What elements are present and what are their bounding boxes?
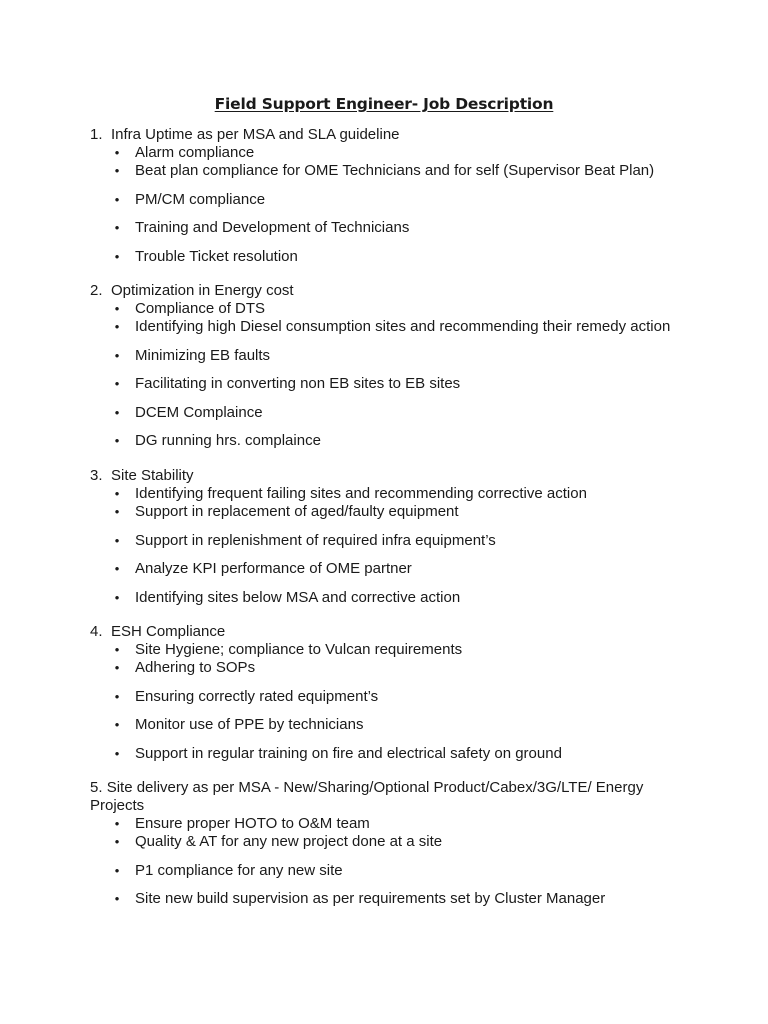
list-item-text: Site Hygiene; compliance to Vulcan requirements — [135, 641, 463, 658]
bullet-icon: • — [114, 642, 120, 657]
list-item — [90, 191, 690, 209]
list-item-text: Site new build supervision as per requirements set by Cluster Manager — [135, 890, 606, 907]
list-item — [90, 144, 690, 162]
section-1 — [90, 126, 690, 266]
bullet-icon: • — [114, 589, 120, 605]
list-item-text: Analyze KPI performance of OME partner — [135, 560, 412, 577]
bullet-list — [90, 300, 690, 450]
bullet-icon: • — [114, 319, 120, 334]
list-item — [90, 815, 690, 833]
list-item-text: DG running hrs. complaince — [135, 432, 321, 449]
list-item-text: Support in regular training on fire and electrical safety on ground — [135, 744, 562, 762]
list-item — [90, 503, 690, 521]
list-item-text: Identifying high Diesel consumption sites and recommending their remedy action — [135, 318, 671, 335]
bullet-icon: • — [114, 145, 120, 160]
bullet-icon: • — [114, 745, 120, 761]
list-item — [90, 659, 690, 677]
list-item — [90, 248, 690, 266]
section-heading-text: Site Stability — [111, 467, 194, 484]
list-item-text: Beat plan compliance for OME Technicians and for self (Supervisor Beat Plan) — [135, 162, 655, 179]
list-item-text: Minimizing EB faults — [135, 346, 271, 364]
bullet-list — [90, 144, 690, 266]
section-number: 4. — [90, 623, 103, 640]
bullet-icon: • — [114, 347, 120, 363]
section-heading — [90, 623, 690, 641]
list-item-text: Ensuring correctly rated equipment’s — [135, 687, 379, 705]
list-item — [90, 219, 690, 237]
list-item — [90, 833, 690, 851]
section-number: 5. — [90, 779, 103, 796]
list-item-text: Ensure proper HOTO to O&M team — [135, 815, 370, 832]
bullet-icon: • — [114, 561, 120, 576]
list-item — [90, 688, 690, 706]
list-item — [90, 745, 690, 763]
bullet-icon: • — [114, 862, 120, 878]
section-4 — [90, 623, 690, 763]
bullet-icon: • — [114, 376, 120, 391]
section-number: 3. — [90, 467, 103, 484]
section-3 — [90, 467, 690, 607]
section-heading — [90, 282, 690, 300]
bullet-icon: • — [114, 688, 120, 704]
list-item — [90, 485, 690, 503]
bullet-icon: • — [114, 248, 120, 264]
list-item-text: PM/CM compliance — [135, 190, 266, 208]
section-number: 1. — [90, 126, 103, 143]
bullet-list — [90, 815, 690, 908]
list-item — [90, 560, 690, 578]
section-heading-text: ESH Compliance — [111, 623, 226, 640]
list-item — [90, 641, 690, 659]
section-heading-text: Infra Uptime as per MSA and SLA guideline — [111, 126, 400, 143]
list-item-text: Facilitating in converting non EB sites to EB sites — [135, 375, 461, 392]
section-heading — [90, 779, 665, 815]
list-item — [90, 532, 690, 550]
list-item — [90, 862, 690, 880]
bullet-icon: • — [114, 717, 120, 732]
bullet-icon: • — [114, 486, 120, 501]
list-item — [90, 318, 690, 336]
list-item-text: Alarm compliance — [135, 144, 255, 161]
list-item-text: Support in replenishment of required infra equipment’s — [135, 531, 496, 549]
section-2 — [90, 282, 690, 450]
list-item — [90, 347, 690, 365]
section-number: 2. — [90, 282, 103, 299]
bullet-icon: • — [114, 660, 120, 675]
bullet-icon: • — [114, 816, 120, 831]
bullet-icon: • — [114, 220, 120, 235]
bullet-icon: • — [114, 433, 120, 448]
list-item — [90, 162, 690, 180]
list-item-text: P1 compliance for any new site — [135, 861, 343, 879]
bullet-list — [90, 641, 690, 763]
list-item — [90, 375, 690, 393]
page-title: Field Support Engineer- Job Description — [214, 95, 554, 113]
list-item-text: DCEM Complaince — [135, 403, 263, 421]
list-item — [90, 404, 690, 422]
list-item — [90, 716, 690, 734]
list-item-text: Support in replacement of aged/faulty equipment — [135, 503, 459, 520]
list-item-text: Identifying frequent failing sites and recommending corrective action — [135, 485, 587, 502]
list-item-text: Identifying sites below MSA and corrective action — [135, 588, 461, 606]
list-item-text: Compliance of DTS — [135, 300, 266, 317]
section-5 — [90, 779, 690, 908]
bullet-icon: • — [114, 504, 120, 519]
bullet-icon: • — [114, 163, 120, 178]
bullet-icon: • — [114, 532, 120, 548]
list-item-text: Training and Development of Technicians — [135, 219, 410, 236]
list-item — [90, 890, 690, 908]
list-item — [90, 432, 690, 450]
list-item — [90, 589, 690, 607]
bullet-list — [90, 485, 690, 607]
section-heading-text: Optimization in Energy cost — [111, 282, 294, 299]
section-heading — [90, 126, 690, 144]
bullet-icon: • — [114, 834, 120, 849]
bullet-icon: • — [114, 891, 120, 906]
section-heading — [90, 467, 690, 485]
list-item-text: Monitor use of PPE by technicians — [135, 716, 364, 733]
bullet-icon: • — [114, 301, 120, 316]
list-item-text: Quality & AT for any new project done at a site — [135, 833, 443, 850]
list-item-text: Adhering to SOPs — [135, 659, 256, 676]
bullet-icon: • — [114, 191, 120, 207]
list-item-text: Trouble Ticket resolution — [135, 247, 298, 265]
bullet-icon: • — [114, 404, 120, 420]
list-item — [90, 300, 690, 318]
section-heading-text: Site delivery as per MSA - New/Sharing/Optional Product/Cabex/3G/LTE/ Energy Projects — [90, 779, 644, 814]
